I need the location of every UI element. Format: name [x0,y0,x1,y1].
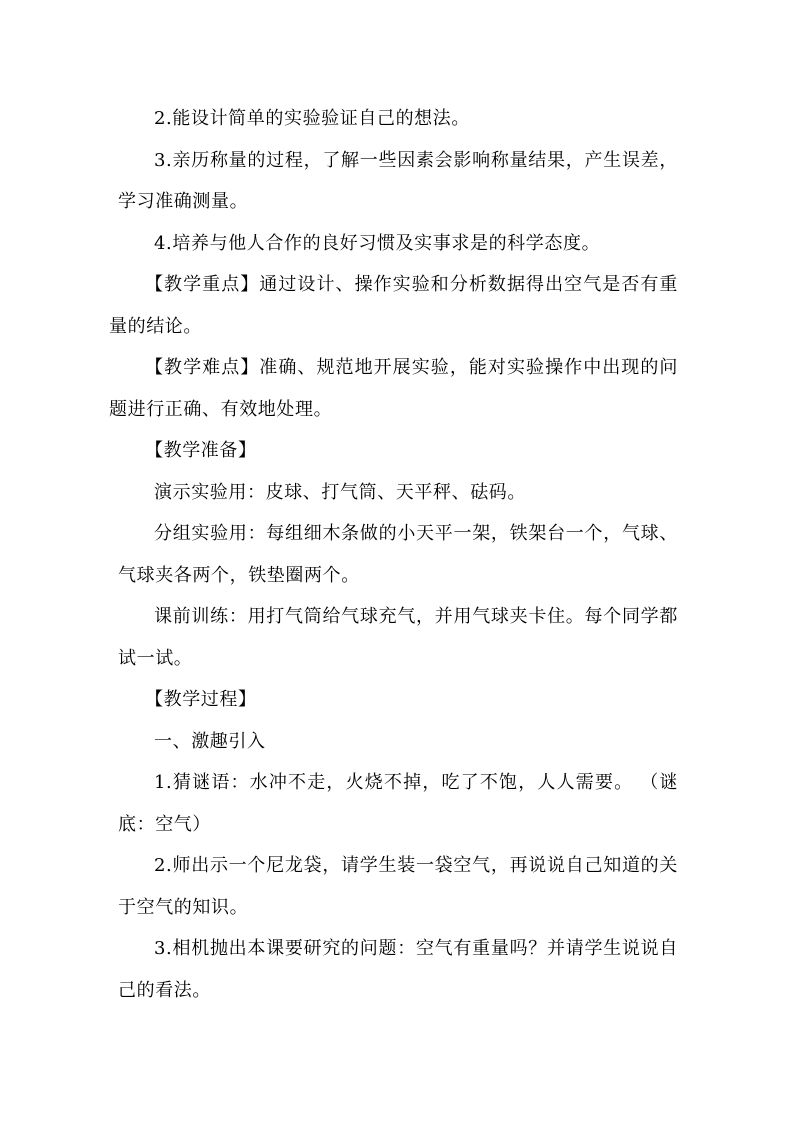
objective-2-paragraph: 2.能设计简单的实验验证自己的想法。 [154,108,470,129]
process-heading: 【教学过程】 [145,689,257,710]
objective-3-paragraph: 3.亲历称量的过程，了解一些因素会影响称量结果，产生误差，学习准确测量。 [118,149,678,212]
step-3-paragraph: 3.相机抛出本课要研究的问题：空气有重量吗？并请学生说说自己的看法。 [118,938,678,1001]
document-body [109,98,678,1011]
section-1-heading: 一、激趣引入 [154,730,266,752]
preparation-heading: 【教学准备】 [145,440,257,461]
difficult-point-paragraph: 【教学难点】准确、规范地开展实验，能对实验操作中出现的问题进行正确、有效地处理。 [109,357,678,420]
step-1-paragraph: 1.猜谜语：水冲不走，火烧不掉，吃了不饱，人人需要。 （谜底：空气） [118,772,678,835]
objective-4-paragraph: 4.培养与他人合作的良好习惯及实事求是的科学态度。 [154,232,601,254]
pre-class-training-paragraph: 课前训练：用打气筒给气球充气，并用气球夹卡住。每个同学都试一试。 [118,606,678,669]
demo-materials-paragraph: 演示实验用：皮球、打气筒、天平秤、砝码。 [154,481,526,503]
step-2-paragraph: 2.师出示一个尼龙袋，请学生装一袋空气，再说说自己知道的关于空气的知识。 [118,855,678,918]
key-point-paragraph: 【教学重点】通过设计、操作实验和分析数据得出空气是否有重量的结论。 [109,274,678,337]
group-materials-paragraph: 分组实验用：每组细木条做的小天平一架，铁架台一个，气球、气球夹各两个，铁垫圈两个。 [118,523,678,586]
